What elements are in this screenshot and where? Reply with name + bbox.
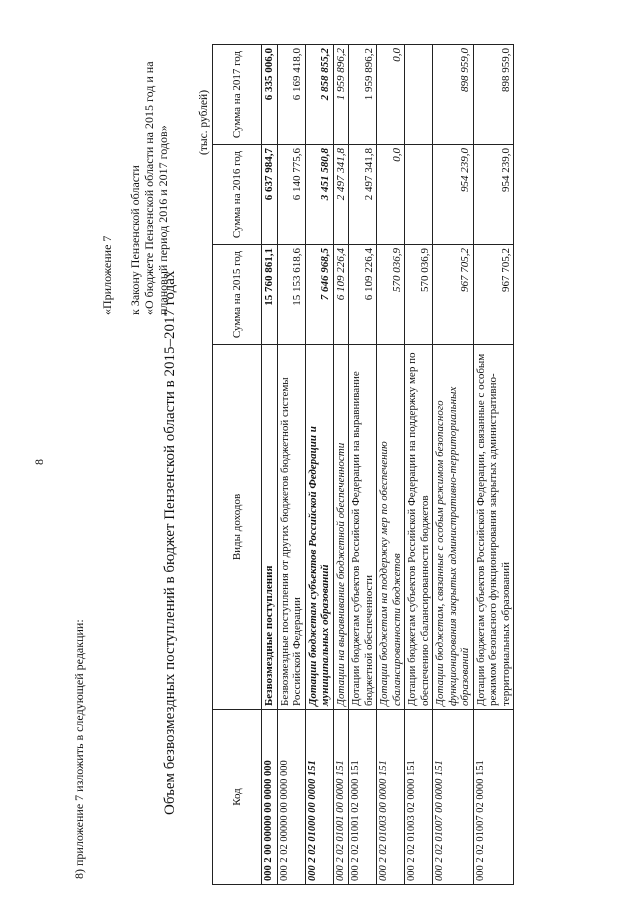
cell-2016 bbox=[405, 145, 433, 245]
table-row bbox=[349, 45, 377, 885]
cell-code: 000 2 02 01003 02 0000 151 bbox=[405, 710, 433, 885]
cell-2016: 954 239,0 bbox=[433, 145, 474, 245]
cell-code: 000 2 02 01001 02 0000 151 bbox=[349, 710, 377, 885]
cell-2015: 967 705,2 bbox=[433, 245, 474, 345]
table-row bbox=[333, 45, 349, 885]
page-number: 8 bbox=[32, 459, 46, 465]
cell-2017: 898 959,0 bbox=[473, 45, 514, 145]
cell-2015: 15 760 861,1 bbox=[262, 245, 278, 345]
appendix-line-3: «О бюджете Пензенской области на 2015 год и на bbox=[142, 61, 156, 315]
cell-2016: 2 497 341,8 bbox=[349, 145, 377, 245]
cell-2017: 1 959 896,2 bbox=[349, 45, 377, 145]
table-row bbox=[377, 45, 405, 885]
cell-name: Дотации бюджетам субъектов Российской Федерации на выравнивание бюджетной обеспеченности bbox=[349, 345, 377, 710]
cell-code: 000 2 02 00000 00 0000 000 bbox=[277, 710, 305, 885]
cell-2017: 2 858 855,2 bbox=[305, 45, 333, 145]
cell-2016: 6 140 775,6 bbox=[277, 145, 305, 245]
header-code: Код bbox=[213, 710, 262, 885]
table-row bbox=[473, 45, 514, 885]
cell-code: 000 2 02 01007 02 0000 151 bbox=[473, 710, 514, 885]
table-row bbox=[405, 45, 433, 885]
cell-2015: 6 109 226,4 bbox=[349, 245, 377, 345]
cell-name: Дотации бюджетам, связанные с особым режимом безопасного функционирования закрытых административно-территориальных образований bbox=[433, 345, 474, 710]
cell-2015: 570 036,9 bbox=[377, 245, 405, 345]
header-types: Виды доходов bbox=[213, 345, 262, 710]
cell-2016: 0,0 bbox=[377, 145, 405, 245]
cell-2017: 1 959 896,2 bbox=[333, 45, 349, 145]
cell-2016: 954 239,0 bbox=[473, 145, 514, 245]
table-header-row bbox=[213, 45, 262, 885]
cell-code: 000 2 02 01001 00 0000 151 bbox=[333, 710, 349, 885]
cell-2015: 7 646 968,5 bbox=[305, 245, 333, 345]
cell-name: Безвозмездные поступления bbox=[262, 345, 278, 710]
cell-2015: 967 705,2 bbox=[473, 245, 514, 345]
header-2017: Сумма на 2017 год bbox=[213, 45, 262, 145]
header-2016: Сумма на 2016 год bbox=[213, 145, 262, 245]
cell-2017: 6 169 418,0 bbox=[277, 45, 305, 145]
appendix-line-4: плановый период 2016 и 2017 годов» bbox=[156, 125, 170, 315]
cell-2016: 6 637 984,7 bbox=[262, 145, 278, 245]
document-title: Объем безвозмездных поступлений в бюджет Пензенской области в 2015–2017 годах bbox=[162, 270, 178, 815]
cell-name: Безвозмездные поступления от других бюджетов бюджетной системы Российской Федерации bbox=[277, 345, 305, 710]
intro-text: 8) приложение 7 изложить в следующей редакции: bbox=[72, 619, 86, 879]
header-2015: Сумма на 2015 год bbox=[213, 245, 262, 345]
cell-2017: 6 335 006,0 bbox=[262, 45, 278, 145]
cell-code: 000 2 02 01007 00 0000 151 bbox=[433, 710, 474, 885]
cell-2015: 570 036,9 bbox=[405, 245, 433, 345]
cell-name: Дотации бюджетам субъектов Российской Федерации и муниципальных образований bbox=[305, 345, 333, 710]
cell-2017: 898 959,0 bbox=[433, 45, 474, 145]
table-row bbox=[262, 45, 278, 885]
unit-label: (тыс. рублей) bbox=[198, 89, 210, 155]
cell-code: 000 2 00 00000 00 0000 000 bbox=[262, 710, 278, 885]
table-row bbox=[433, 45, 474, 885]
appendix-reference bbox=[100, 61, 170, 315]
cell-name: Дотации бюджетам на поддержку мер по обеспечению сбалансированности бюджетов bbox=[377, 345, 405, 710]
revenue-table bbox=[212, 44, 514, 885]
cell-2016: 2 497 341,8 bbox=[333, 145, 349, 245]
cell-2017 bbox=[405, 45, 433, 145]
cell-2015: 6 109 226,4 bbox=[333, 245, 349, 345]
table-row bbox=[277, 45, 305, 885]
cell-code: 000 2 02 01003 00 0000 151 bbox=[377, 710, 405, 885]
cell-name: Дотации на выравнивание бюджетной обеспеченности bbox=[333, 345, 349, 710]
cell-2016: 3 451 580,8 bbox=[305, 145, 333, 245]
cell-2017: 0,0 bbox=[377, 45, 405, 145]
appendix-line-1: «Приложение 7 bbox=[100, 235, 114, 315]
cell-name: Дотации бюджетам субъектов Российской Федерации на поддержку мер по обеспечению сбалансированности бюджетов bbox=[405, 345, 433, 710]
cell-code: 000 2 02 01000 00 0000 151 bbox=[305, 710, 333, 885]
cell-name: Дотации бюджетам субъектов Российской Федерации, связанные с особым режимом безопасного функционирования закрытых административно-территориальных образований bbox=[473, 345, 514, 710]
appendix-line-2: к Закону Пензенской области bbox=[128, 165, 142, 315]
table-row bbox=[305, 45, 333, 885]
cell-2015: 15 153 618,6 bbox=[277, 245, 305, 345]
